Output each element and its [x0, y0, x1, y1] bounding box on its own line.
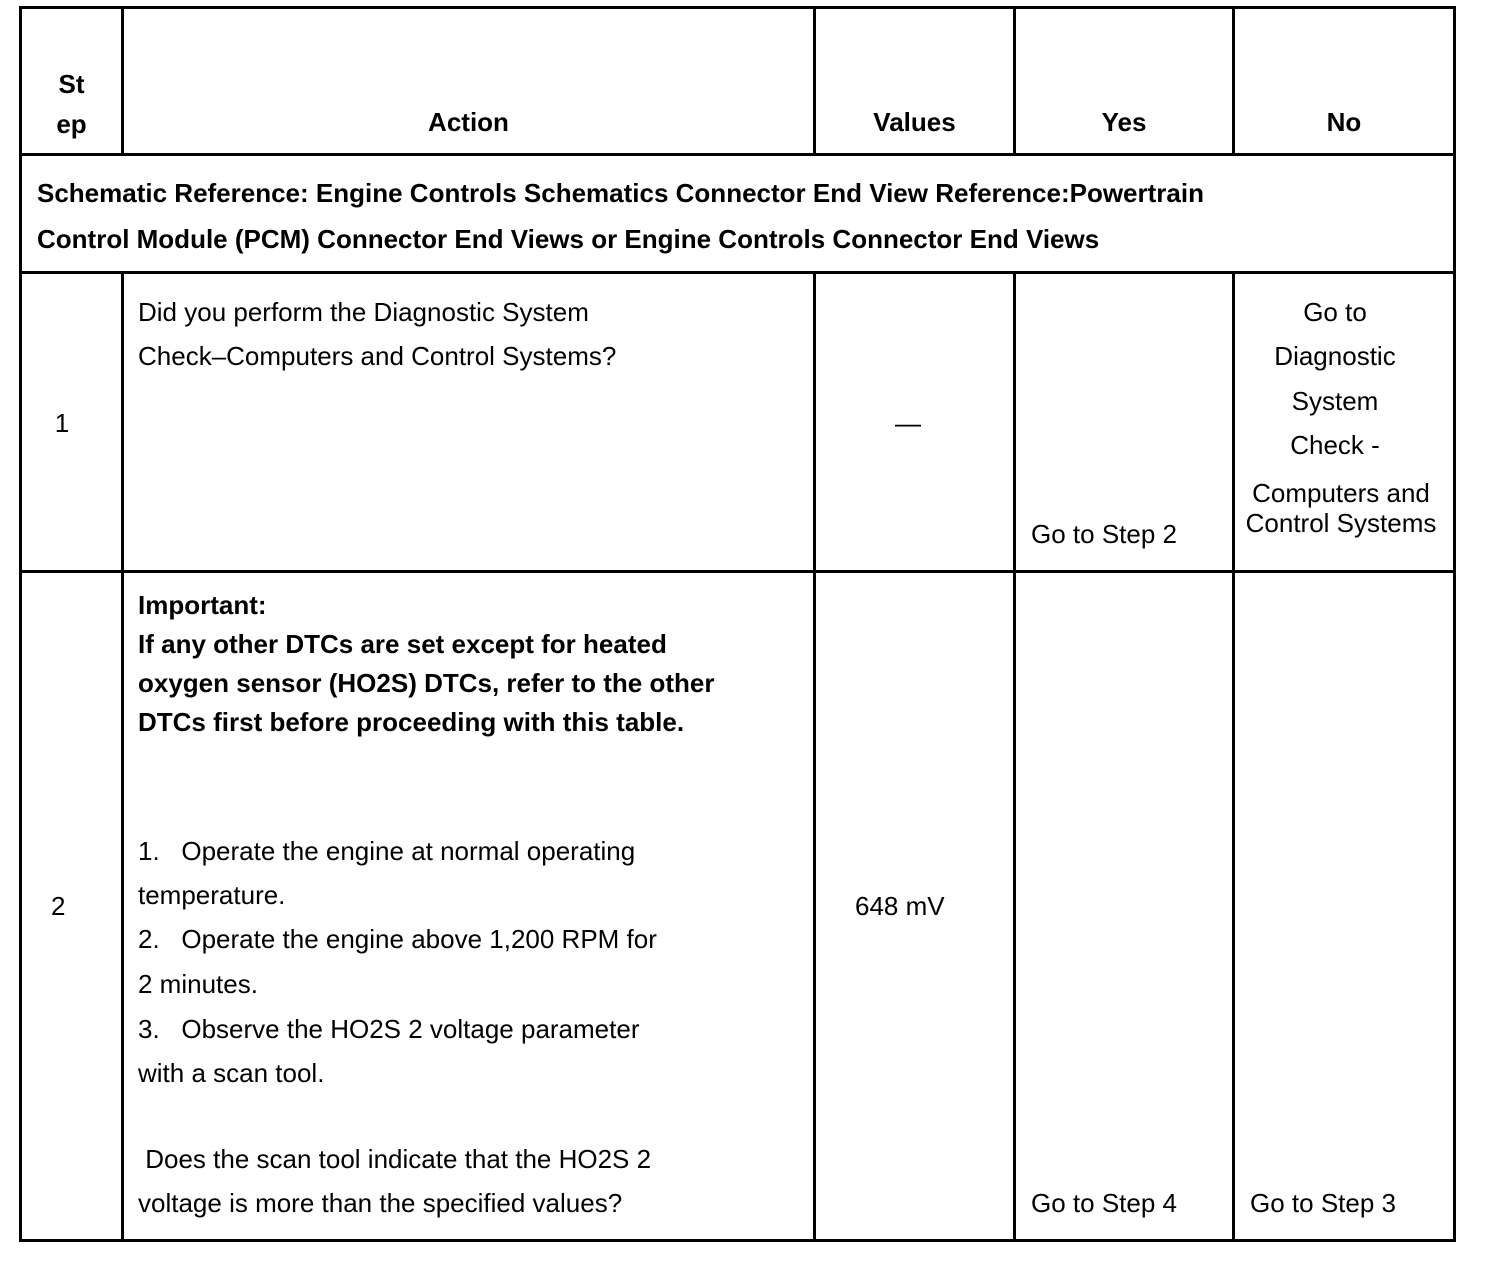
schematic-reference-line1: Schematic Reference: Engine Controls Schematics Connector End View Reference:Powertrain	[37, 178, 1204, 208]
header-yes: Yes	[1101, 107, 1147, 137]
row1-step: 1	[54, 408, 70, 438]
col-divider-values	[1013, 271, 1016, 1242]
header-no: No	[1326, 107, 1362, 137]
row2-step: 2	[51, 891, 66, 921]
header-divider	[19, 153, 1456, 156]
row2-question-line1: Does the scan tool indicate that the HO2S 2	[138, 1144, 652, 1174]
row2-important-line1: If any other DTCs are set except for heated	[138, 629, 667, 659]
row1-no-line6: Control Systems	[1245, 508, 1437, 538]
row2-important-line3: DTCs first before proceeding with this table.	[138, 707, 685, 737]
header-action: Action	[428, 107, 509, 137]
row1-yes: Go to Step 2	[1031, 519, 1177, 549]
header-step-line1: St	[58, 69, 85, 99]
row2-step-line1: 1. Operate the engine at normal operating	[138, 836, 636, 866]
table-border-bottom	[19, 1239, 1456, 1242]
schematic-reference-line2: Control Module (PCM) Connector End Views or Engine Controls Connector End Views	[37, 224, 1100, 254]
table-border-left	[19, 6, 22, 1242]
row1-no-line3: System	[1291, 386, 1379, 416]
row1-value: —	[895, 408, 921, 438]
table-border-right	[1453, 6, 1456, 1242]
header-values: Values	[873, 107, 956, 137]
row1-action-line2: Check–Computers and Control Systems?	[138, 341, 617, 371]
table-border-top	[19, 6, 1456, 9]
header-step	[22, 64, 121, 144]
row1-divider	[19, 570, 1456, 573]
schematic-divider	[19, 271, 1456, 274]
row1-action-line1: Did you perform the Diagnostic System	[138, 297, 589, 327]
row1-no-line4: Check -	[1290, 430, 1380, 460]
header-step-line2: ep	[56, 109, 87, 139]
row2-step-line6: with a scan tool.	[138, 1058, 325, 1088]
row1-no-line1: Go to	[1303, 297, 1367, 327]
row2-yes: Go to Step 4	[1031, 1188, 1177, 1218]
row1-no-line5: Computers and	[1252, 478, 1430, 508]
row2-step-line4: 2 minutes.	[138, 969, 258, 999]
row2-no: Go to Step 3	[1250, 1188, 1396, 1218]
diagnostic-table	[19, 6, 1456, 1242]
row2-step-line5: 3. Observe the HO2S 2 voltage parameter	[138, 1014, 640, 1044]
row2-value: 648 mV	[855, 891, 945, 921]
row2-step-line3: 2. Operate the engine above 1,200 RPM for	[138, 924, 657, 954]
row2-important-label: Important:	[138, 590, 267, 620]
row2-question-line2: voltage is more than the specified values?	[138, 1188, 623, 1218]
row2-step-line2: temperature.	[138, 880, 286, 910]
row1-no-line2: Diagnostic	[1274, 341, 1396, 371]
row2-important-line2: oxygen sensor (HO2S) DTCs, refer to the other	[138, 668, 715, 698]
col-divider-step	[121, 271, 124, 1242]
